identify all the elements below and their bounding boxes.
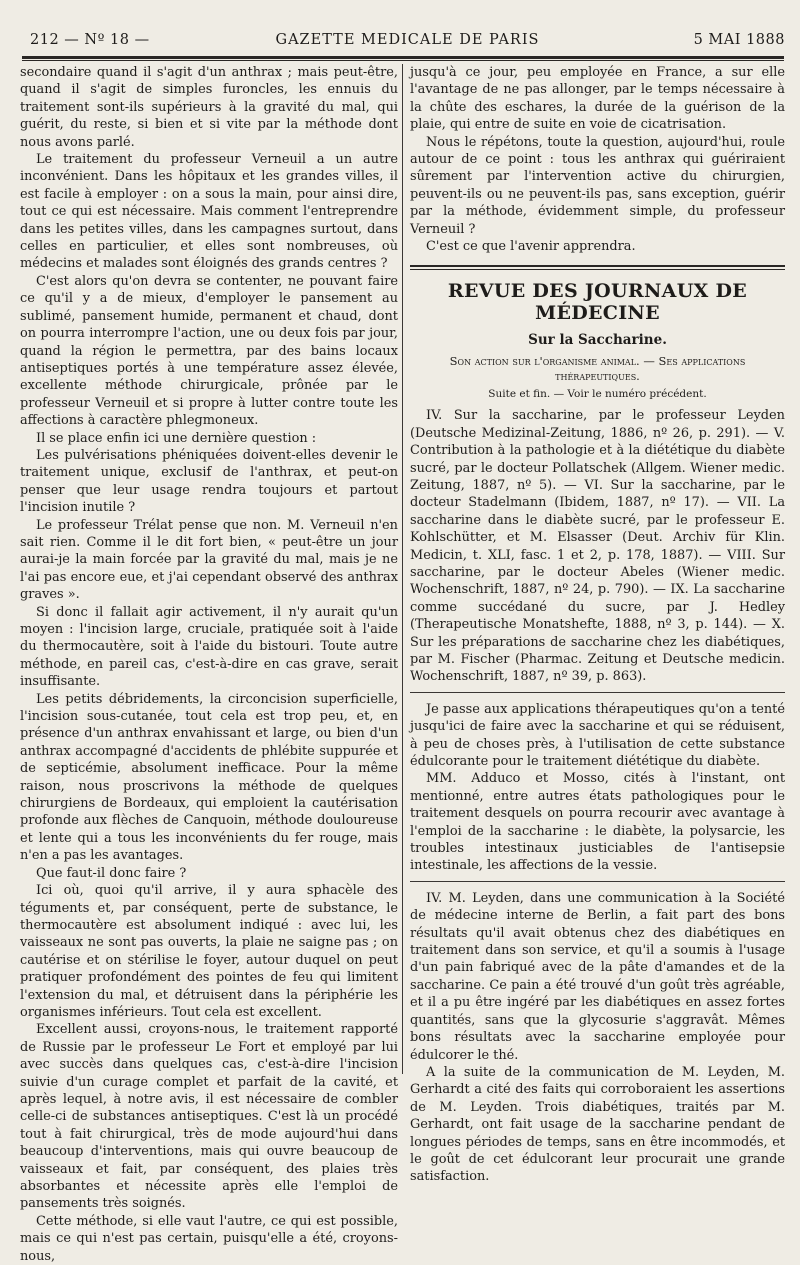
paragraph: Le professeur Trélat pense que non. M. Verneuil n'en sait rien. Comme il le dit fort bien, « peut-être un jour aurai-je la main forcée par la gravité du mal, mais je ne l'ai pas encore eue, et j'ai cependant observé des anthrax graves ». xyxy=(20,517,398,603)
paragraph: Cette méthode, si elle vaut l'autre, ce qui est possible, mais ce qui n'est pas certain, puisqu'elle a été, croyons-nous, xyxy=(20,1213,398,1264)
paragraph: Je passe aux applications thérapeutiques qu'on a tenté jusqu'ici de faire avec la saccharine et qui se réduisent, à peu de choses près, à l'utilisation de cette substance édulcorante pour le traitement diététique du diabète. xyxy=(410,701,785,769)
issue-date: 5 MAI 1888 xyxy=(693,32,785,48)
paragraph: Excellent aussi, croyons-nous, le traitement rapporté de Russie par le professeur Le Fort et employé par lui avec succès dans quelques cas, c'est-à-dire l'incision suivie d'un curage complet et parfait de la cavité, et après lequel, à notre avis, il est nécessaire de combler celle-ci de substances antiseptiques. C'est là un procédé tout à fait chirurgical, très de mode aujourd'hui dans beaucoup d'interventions, mais qui ouvre beaucoup de vaisseaux et fait, par conséquent, des plaies très absorbantes et nécessite après elle l'emploi de pansements très soignés. xyxy=(20,1022,398,1212)
paragraph: Les petits débridements, la circoncision superficielle, l'incision sous-cutanée, tout cela est trop peu, et, en présence d'un anthrax envahissant et large, ou bien d'un anthrax accompagné d'accidents de phlébite suppurée et de septicémie, absolument inefficace. Pour la même raison, nous proscrivons la méthode de quelques chirurgiens de Bordeaux, qui emploient la cautérisation profonde aux flèches de Canquoin, méthode douloureuse et lente qui a tous les inconvénients du fer rouge, mais n'en a pas les avantages. xyxy=(20,691,398,864)
paragraph: C'est ce que l'avenir apprendra. xyxy=(426,239,636,255)
column-divider xyxy=(402,64,403,1074)
left-column xyxy=(20,64,398,1265)
header-rule-thin xyxy=(22,60,784,61)
paragraph: Le traitement du professeur Verneuil a un autre inconvénient. Dans les hôpitaux et les grandes villes, il est facile à employer : on a sous la main, pour ainsi dire, tout ce qui est nécessaire. Mais comment l'entreprendre dans les petites villes, dans les campagnes surtout, dans celles en particulier, et elles sont nombreuses, où médecins et malades sont éloignés des grands centres ? xyxy=(20,152,398,272)
paragraph-separator xyxy=(410,692,785,693)
paragraph: Il se place enfin ici une dernière question : xyxy=(36,430,317,446)
journal-title: GAZETTE MEDICALE DE PARIS xyxy=(275,32,540,48)
right-column xyxy=(410,64,785,1186)
paragraph: MM. Adduco et Mosso, cités à l'instant, ont mentionné, entre autres états pathologiques pour le traitement desquels on pourra recourir avec avantage à l'emploi de la saccharine : le diabète, la polysarcie, les troubles intestinaux justiciables de l'antisepsie intestinale, les affections de la vessie. xyxy=(410,771,785,874)
section-rule xyxy=(410,265,785,267)
paragraph-separator xyxy=(410,881,785,882)
page-header xyxy=(30,30,785,52)
header-rule xyxy=(22,56,784,59)
paragraph: Nous le répétons, toute la question, aujourd'hui, roule autour de ce point : tous les anthrax qui guériraient sûrement par l'intervention active du chirurgien, peuvent-ils ou ne peuvent-ils pas, sans exception, guérir par la méthode, évidemment simple, du professeur Verneuil ? xyxy=(410,134,785,237)
paragraph: Si donc il fallait agir activement, il n'y aurait qu'un moyen : l'incision large, cruciale, pratiquée soit à l'aide du thermocautère, soit à l'aide du bistouri. Toute autre méthode, en pareil cas, c'est-à-dire en cas grave, serait insuffisante. xyxy=(20,604,398,690)
article-subheading: Son action sur l'organisme animal. — Ses applications thérapeutiques. xyxy=(449,353,746,383)
paragraph: IV. M. Leyden, dans une communication à la Société de médecine interne de Berlin, a fait part des bons résultats qu'il avait obtenus chez des diabétiques en traitement dans son service, et qu'il a soumis à l'usage d'un pain fabriqué avec de la pâte d'amandes et de la saccharine. Ce pain a été trouvé d'un goût très agréable, et il a pu être ingéré par les diabétiques en assez fortes quantités, sans que la glycosurie s'aggravât. Mêmes bons résultats avec la saccharine employée pour édulcorer le thé. xyxy=(410,890,785,1063)
paragraph: secondaire quand il s'agit d'un anthrax ; mais peut-être, quand il s'agit de simples furoncles, les ennuis du traitement sont-ils supérieurs à la gravité du mal, qui guérit, du reste, si bien et si vite par la méthode dont nous avons parlé. xyxy=(20,65,398,150)
page-number: 212 — Nº 18 — xyxy=(30,32,150,48)
references: IV. Sur la saccharine, par le professeur Leyden (Deutsche Medizinal-Zeitung, 1886, nº 26, p. 291). — V. Contribution à la pathologie et à la diététique du diabète sucré, par le docteur Pollatschek (Allgem. Wiener medic. Zeitung, 1887, nº 5). — VI. Sur la saccharine, par le docteur Stadelmann (Ibidem, 1887, nº 17). — VII. La saccharine dans le diabète sucré, par le professeur E. Kohlschütter, et M. Elsasser (Deut. Archiv für Klin. Medicin, t. XLI, fasc. 1 et 2, p. 178, 1887). — VIII. Sur saccharine, par le docteur Abeles (Wiener medic. Wochenschrift, 1887, nº 24, p. 790). — IX. La saccharine comme succédané du sucre, par J. Hedley (Therapeutische Monatshefte, 1888, nº 3, p. 144). — X. Sur les préparations de saccharine chez les diabétiques, par M. Fischer (Pharmac. Zeitung et Deutsche medicin. Wochenschrift, 1887, nº 39, p. 863). xyxy=(410,408,785,685)
continuation-note: Suite et fin. — Voir le numéro précédent. xyxy=(488,387,707,400)
paragraph: Ici où, quoi qu'il arrive, il y aura sphacèle des téguments et, par conséquent, perte de substance, le thermocautère est absolument indiqué : avec lui, les vaisseaux ne sont pas ouverts, la plaie ne saigne pas ; on cautérise et on stérilise le foyer, autour duquel on peut pratiquer profondément des pointes de feu qui limitent l'extension du mal, et détruisent dans la périphérie les organismes inférieurs. Tout cela est excellent. xyxy=(20,883,398,1020)
article-title: Sur la Saccharine. xyxy=(528,332,667,349)
paragraph: Que faut-il donc faire ? xyxy=(36,865,187,881)
paragraph: Les pulvérisations phéniquées doivent-elles devenir le traitement unique, exclusif de l'anthrax, et peut-on penser que leur usage rendra toujours et partout l'incision inutile ? xyxy=(20,447,398,516)
section-rule-thin xyxy=(410,269,785,270)
section-title: REVUE DES JOURNAUX DE MÉDECINE xyxy=(447,280,748,325)
reference-list xyxy=(410,407,785,686)
paragraph: C'est alors qu'on devra se contenter, ne pouvant faire ce qu'il y a de mieux, d'employer le pansement au sublimé, pansement humide, permanent et chaud, dont on pourra interrompre l'action, une ou deux fois par jour, quand la région le permettra, par des bains locaux antiseptiques portés à une température assez élevée, excellente méthode chirurgicale, prônée par le professeur Verneuil et si propre à lutter contre toute les affections à caractère phlegmoneux. xyxy=(20,273,398,429)
paragraph: A la suite de la communication de M. Leyden, M. Gerhardt a cité des faits qui corroboraient les assertions de M. Leyden. Trois diabétiques, traités par M. Gerhardt, ont fait usage de la saccharine pendant de longues périodes de temps, sans en être incommodés, et le goût de cet édulcorant leur procurait une grande satisfaction. xyxy=(410,1064,785,1185)
paragraph: jusqu'à ce jour, peu employée en France, a sur elle l'avantage de ne pas allonger, par le temps nécessaire à la chûte des eschares, la durée de la guérison de la plaie, qui entre de suite en voie de cicatrisation. xyxy=(410,65,785,133)
